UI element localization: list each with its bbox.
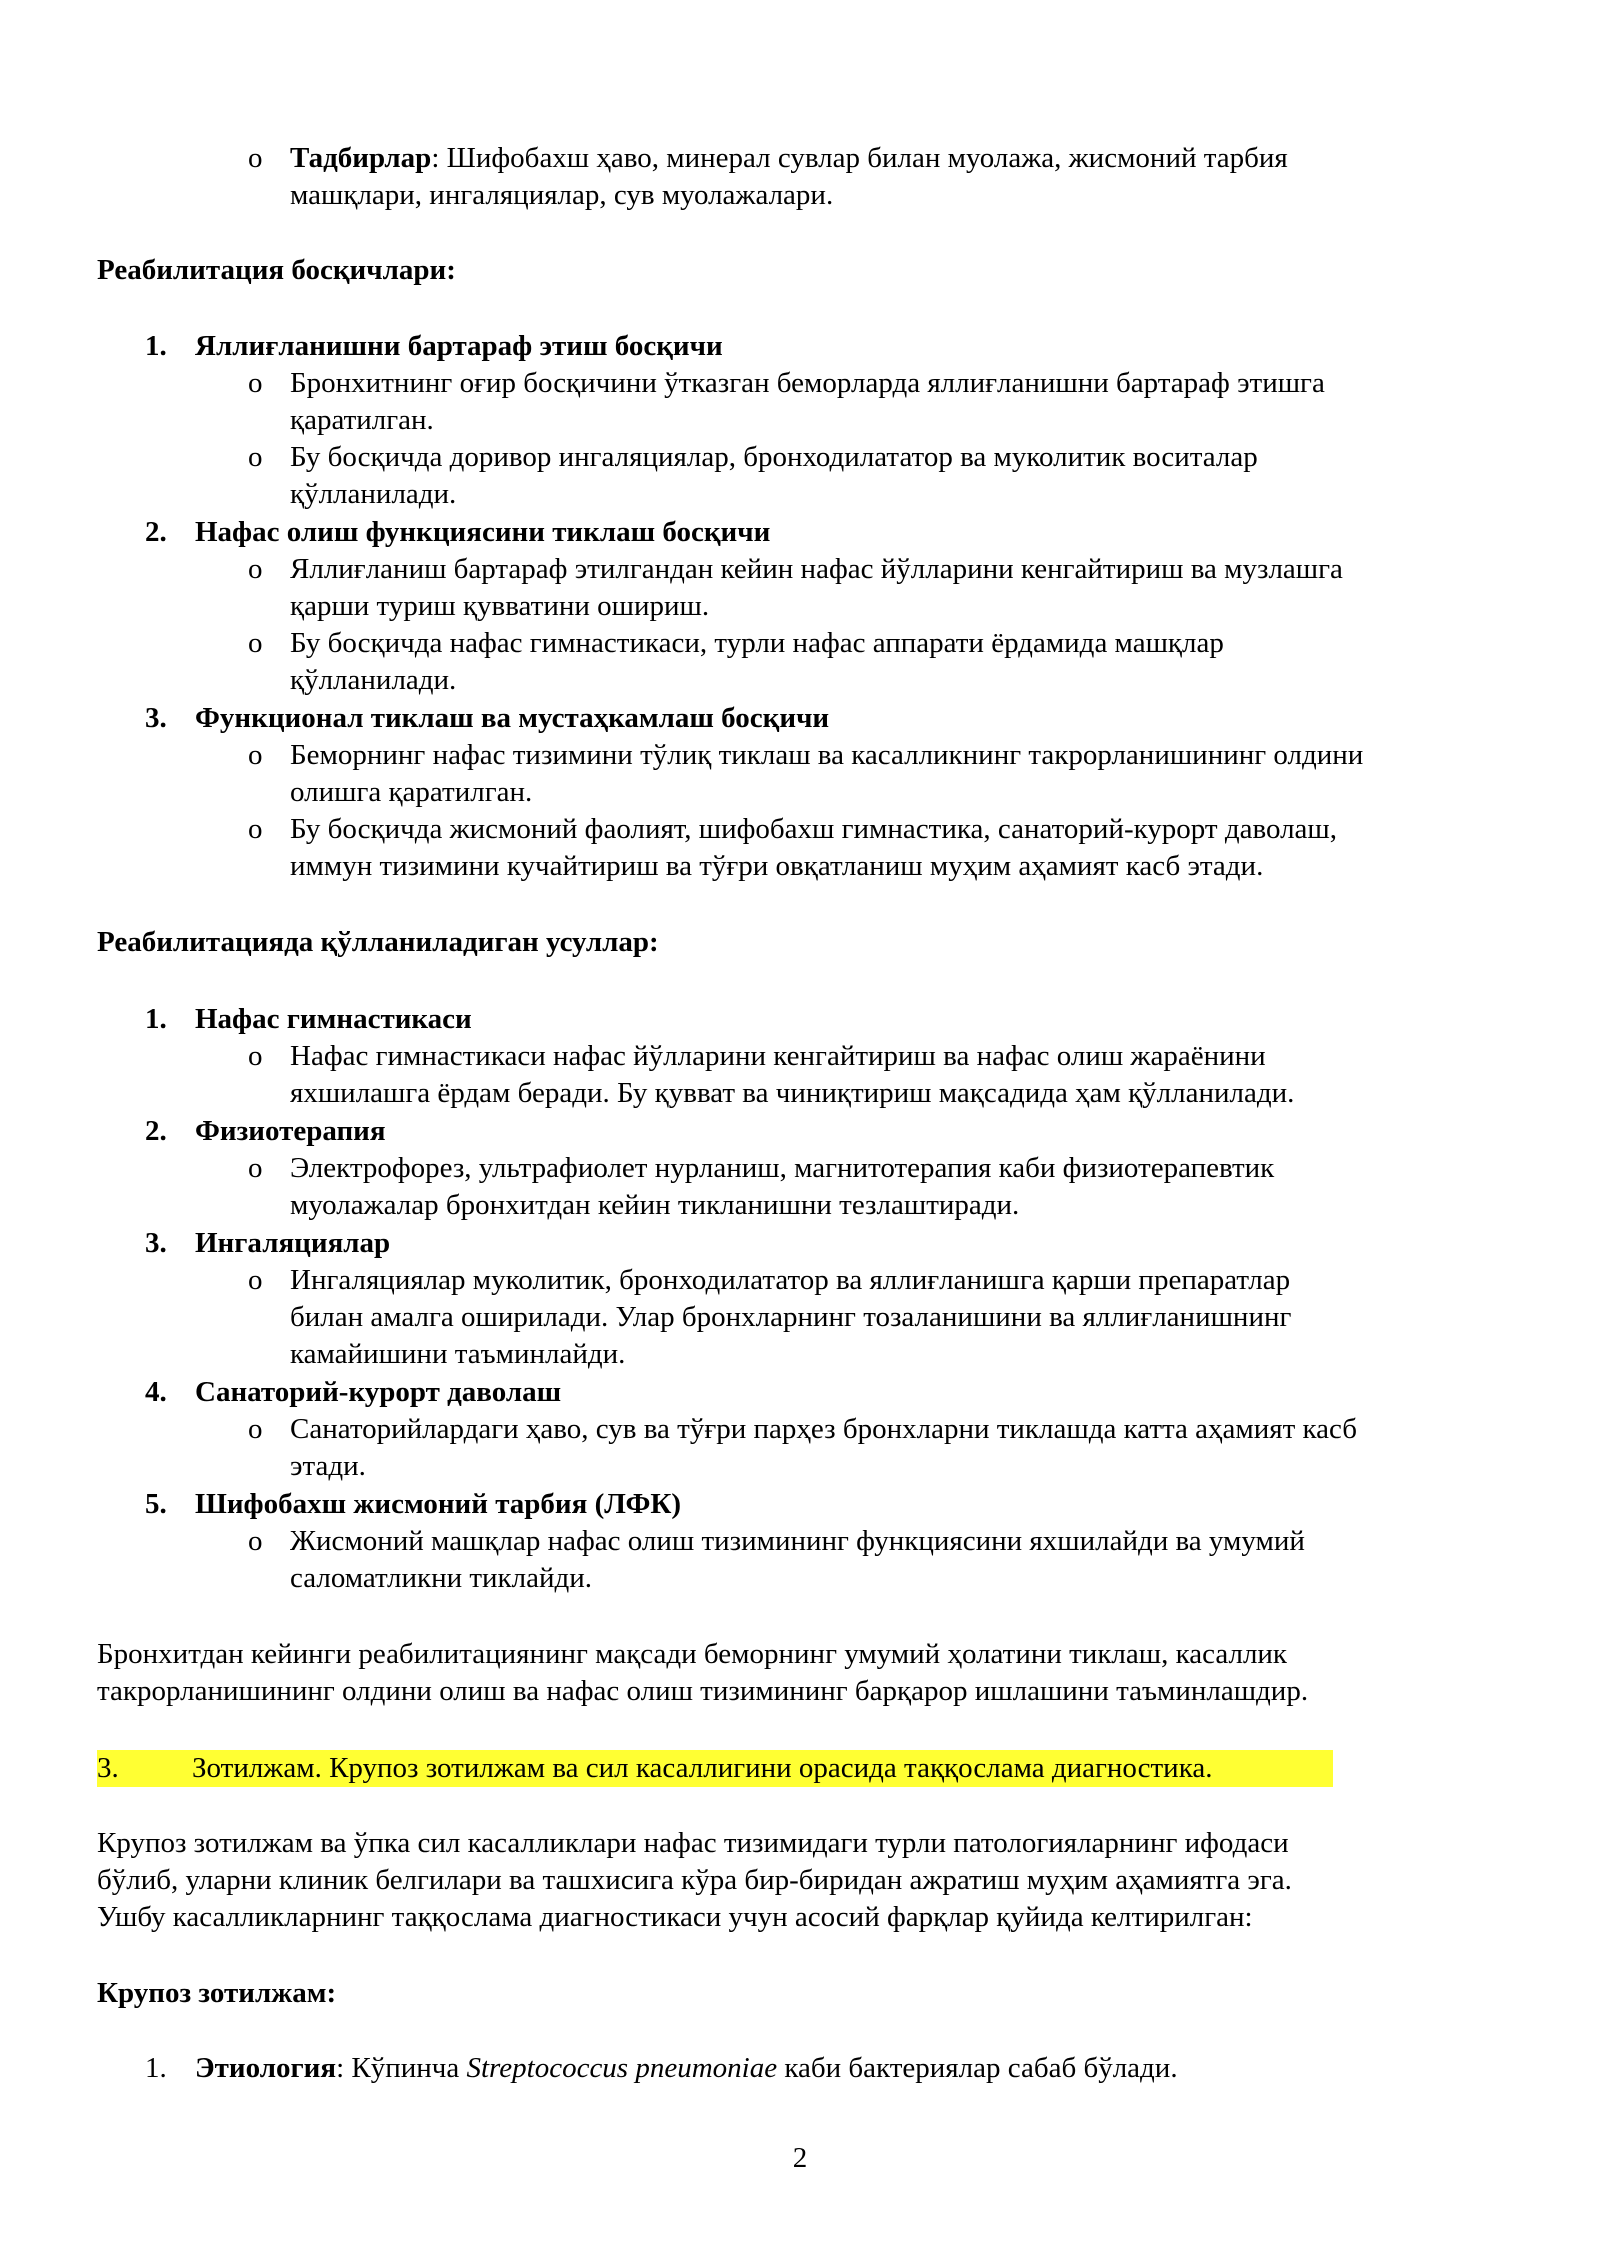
numbered-item: 3. Ингаляциялар (145, 1227, 391, 1259)
section-heading: Реабилитация босқичлари: (97, 254, 456, 286)
document-page: o Тадбирлар: Шифобахш ҳаво, минерал сувлар билан муолажа, жисмоний тарбия машқлари, ингаляциялар, сув муолажалари. Реабилитация босқичлари: 1. Яллиғланишни бартараф этиш босқичи o Бронхитнинг оғир босқичини ўтказган беморларда яллиғланишни бартараф этишга қаратилган. o Бу босқичда доривор ингаляциялар, бронходилататор ва муколитик воситалар қўлланилади. 2. Нафас олиш функциясини тиклаш босқичи o Яллиғланиш бартараф этилгандан кейин нафас йўлларини кенгайтириш ва музлашга қарши туриш қувватини ошириш. o Бу босқичда нафас гимнастикаси, турли нафас аппарати ёрдамида машқлар қўлланилади. 3. Функционал тиклаш ва мустаҳкамлаш босқичи o Беморнинг нафас тизимини тўлиқ тиклаш ва касалликнинг такрорланишининг олдини олишга қаратилган. o Бу босқичда жисмоний фаолият, шифобахш гимнастика, санаторий-курорт даволаш, иммун тизимини кучайтириш ва тўғри овқатланиш муҳим аҳамият касб этади. Реабилитацияда қўлланиладиган усуллар: 1. Нафас гимнастикаси o Нафас гимнастикаси нафас йўлларини кенгайтириш ва нафас олиш жараёнини яхшилашга ёрдам беради. Бу қувват ва чиниқтириш мақсадида ҳам қўлланилади. 2. Физиотерапия o Электрофорез, ультрафиолет нурланиш, магнитотерапия каби физиотерапевтик муолажалар бронхитдан кейин тикланишни тезлаштиради. 3. Ингаляциялар o Ингаляциялар муколитик, бронходилататор ва яллиғланишга қарши препаратлар билан амалга оширилади. Улар бронхларнинг тозаланишини ва яллиғланишнинг камайишини таъминлайди. 4. Санаторий-курорт даволаш o Санаторийлардаги ҳаво, сув ва тўғри парҳез бронхларни тиклашда катта аҳамият касб этади. 5. Шифобахш жисмоний тарбия (ЛФК) o Жисмоний машқлар нафас олиш тизимининг функциясини яхшилайди ва умумий саломатликни тиклайди. Бронхитдан кейинги реабилитациянинг мақсади беморнинг умумий ҳолатини тиклаш, касаллик такрорланишининг олдини олиш ва нафас олиш тизимининг барқарор ишлашини таъминлашдир. 3. Зотилжам. Крупоз зотилжам ва сил касаллигини орасида таққослама диагностика. Крупоз зотилжам ва ўпка сил касалликлари нафас тизимидаги турли патологияларнинг ифодаси бўлиб, уларни клиник белгилари ва ташхисига кўра бир-биридан ажратиш муҳим аҳамиятга эга. Ушбу касалликларнинг таққослама диагностикаси учун асосий фарқлар қуйида келтирилган: Крупоз зотилжам: 1. Этиология: Кўпинча Streptococcus pneumoniae каби бактериялар сабаб бўлади. 2 (0, 0, 1600, 2262)
section-heading: Крупоз зотилжам: (97, 1977, 337, 2009)
numbered-item: 3. Функционал тиклаш ва мустаҳкамлаш босқичи (145, 702, 830, 734)
summary-paragraph: Бронхитдан кейинги реабилитациянинг мақсади беморнинг умумий ҳолатини тиклаш, касаллик такрорланишининг олдини олиш ва нафас олиш тизимининг барқарор ишлашини таъминлашдир. (97, 1638, 1309, 1707)
numbered-item: 5. Шифобахш жисмоний тарбия (ЛФК) (145, 1488, 682, 1520)
numbered-item: 4. Санаторий-курорт даволаш (145, 1376, 562, 1408)
highlight-number: 3. (97, 1752, 119, 1784)
numbered-item: 1. Этиология: Кўпинча Streptococcus pneumoniae каби бактериялар сабаб бўлади. (145, 2052, 1178, 2084)
bullet-marker: o (248, 142, 263, 174)
intro-paragraph: Крупоз зотилжам ва ўпка сил касалликлари нафас тизимидаги турли патологияларнинг ифодаси бўлиб, уларни клиник белгилари ва ташхисига кўра бир-биридан ажратиш муҳим аҳамиятга эга. Ушбу касалликларнинг таққослама диагностикаси учун асосий фарқлар қуйида келтирилган: (97, 1827, 1292, 1933)
numbered-item: 2. Нафас олиш функциясини тиклаш босқичи (145, 516, 771, 548)
section-heading: Реабилитацияда қўлланиладиган усуллар: (97, 926, 659, 958)
numbered-item: 1. Нафас гимнастикаси (145, 1003, 472, 1035)
highlight-heading: Зотилжам. Крупоз зотилжам ва сил касаллигини орасида таққослама диагностика. (192, 1752, 1213, 1784)
bullet-label: Тадбирлар (290, 142, 432, 174)
numbered-item: 1. Яллиғланишни бартараф этиш босқичи (145, 330, 723, 362)
numbered-item: 2. Физиотерапия (145, 1115, 386, 1147)
page-number: 2 (792, 2142, 808, 2174)
